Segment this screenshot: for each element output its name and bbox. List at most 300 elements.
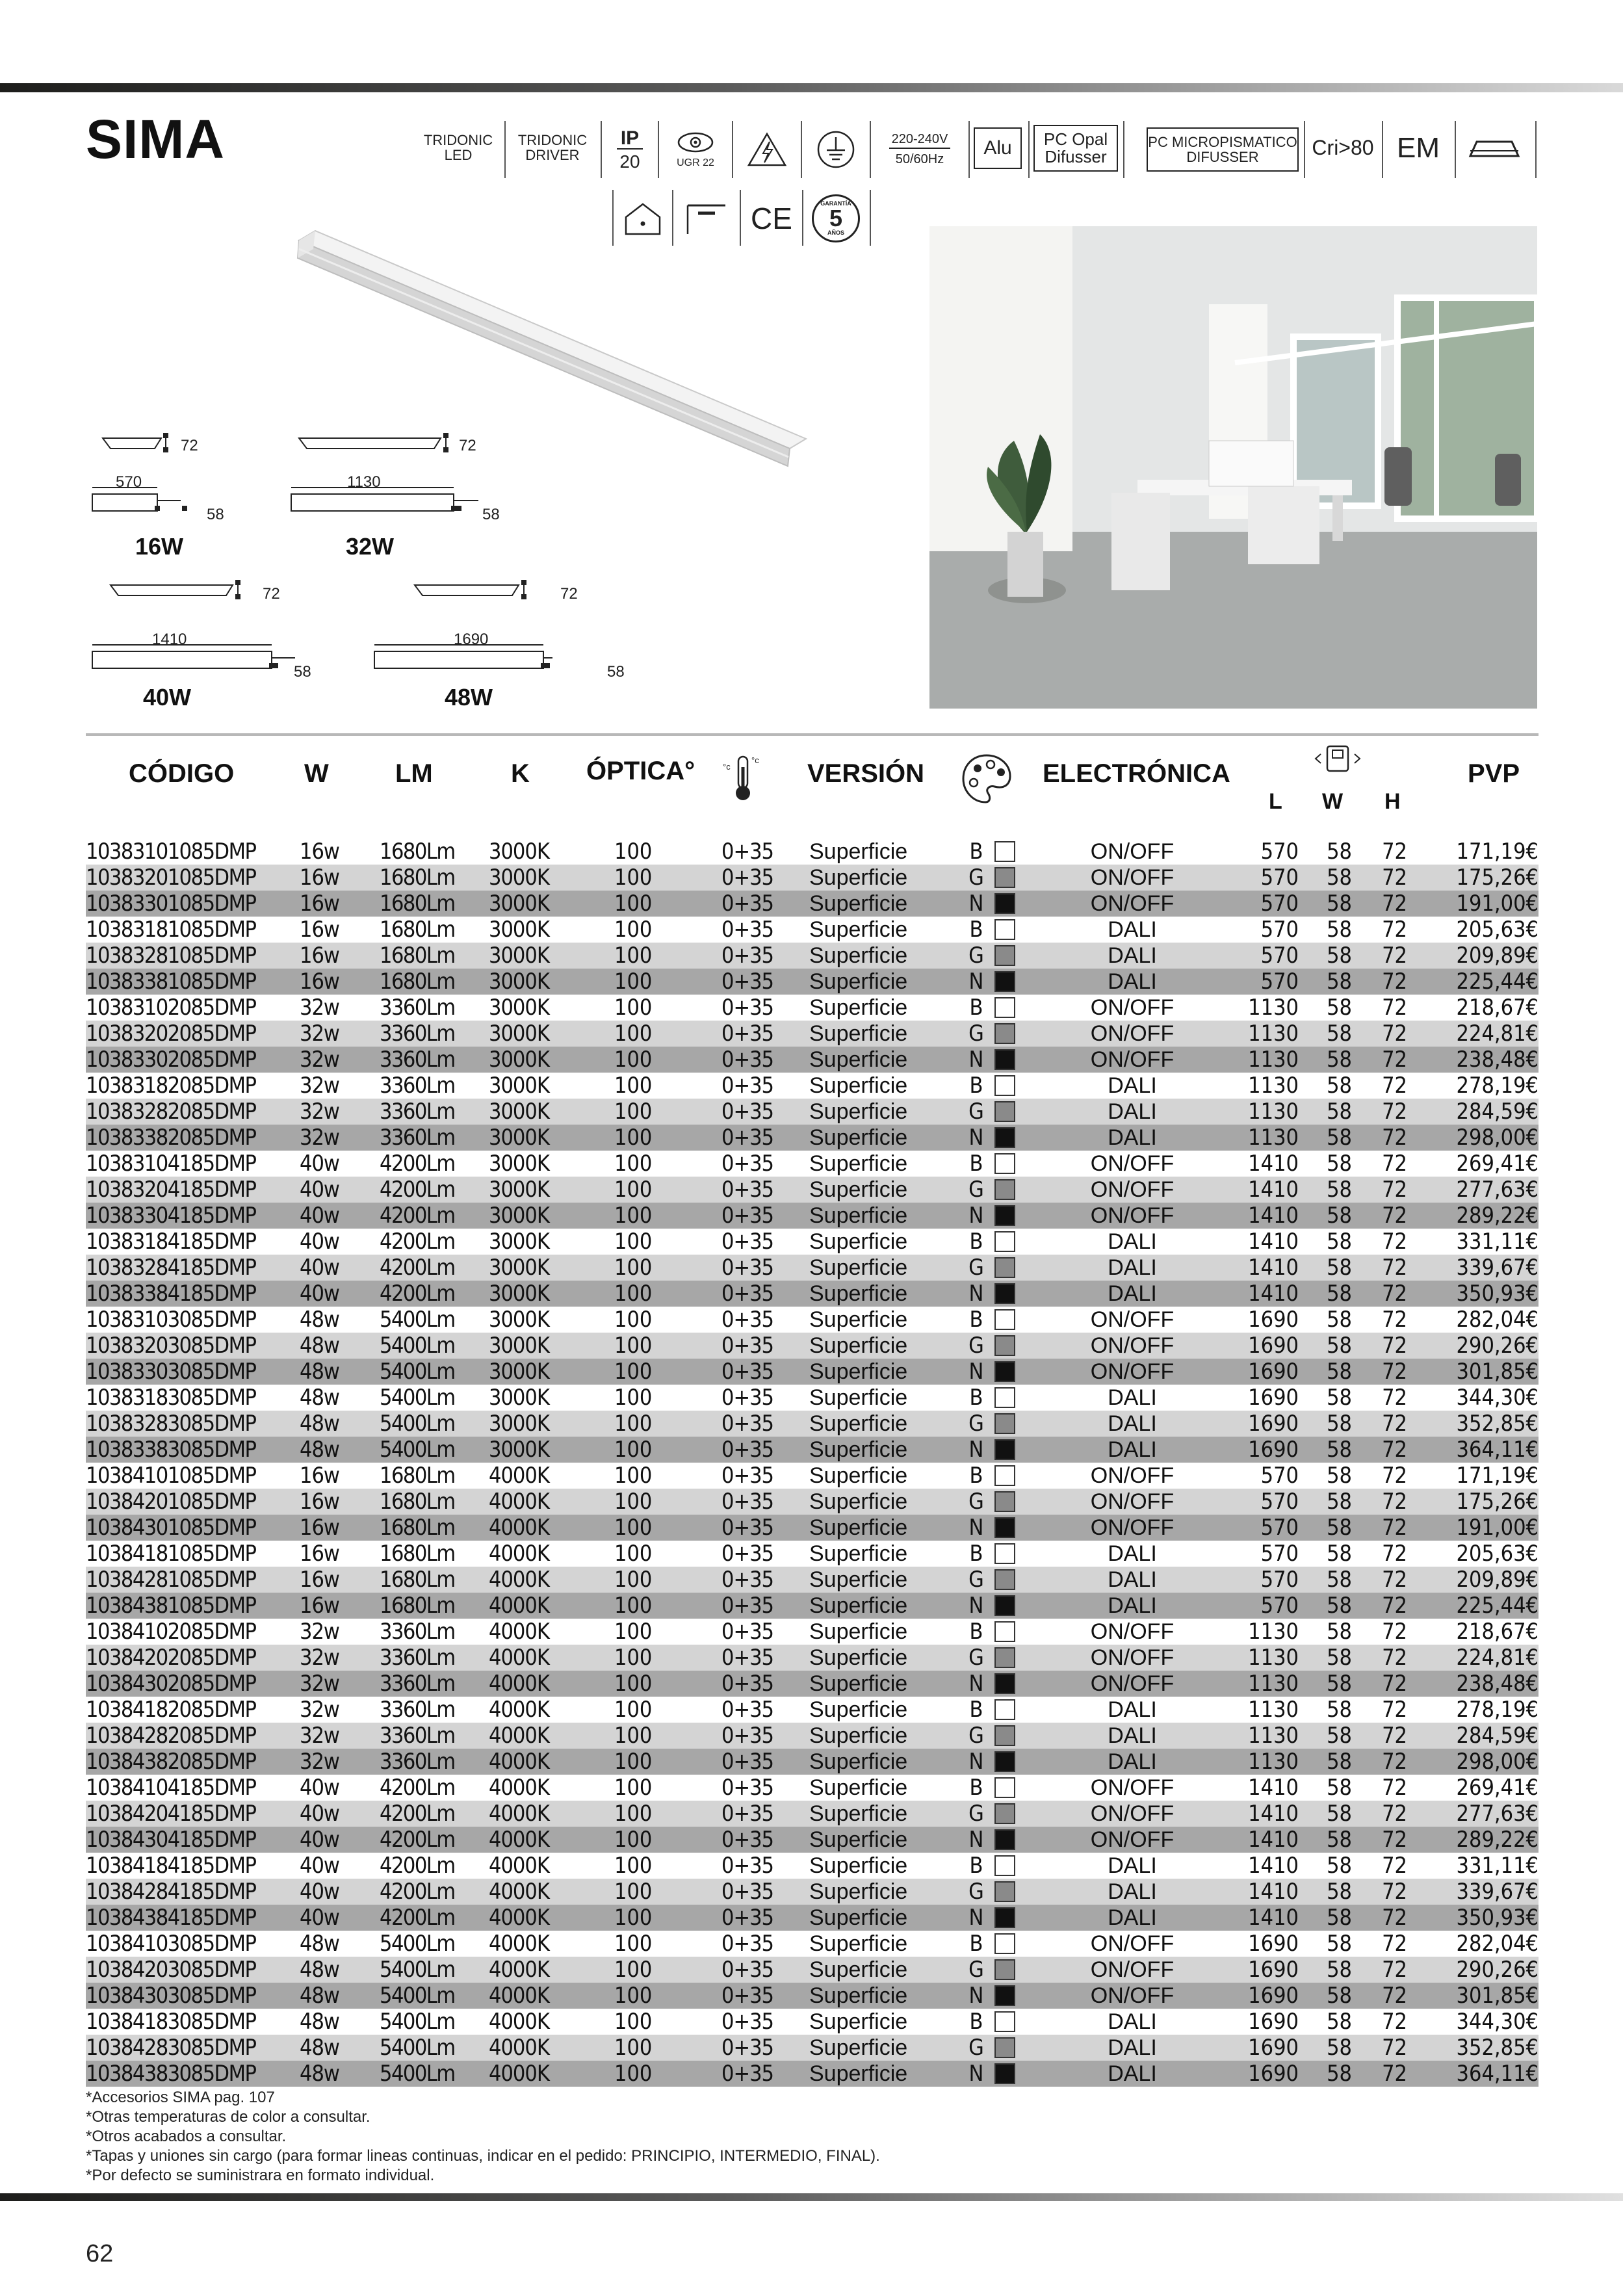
- row-temp-range: 0+35: [721, 1619, 774, 1645]
- row-color: N: [968, 1203, 984, 1229]
- row-lumens: 5400Lm: [380, 2035, 455, 2061]
- row-color: G: [968, 1567, 984, 1593]
- row-price: 277,63€: [1456, 1177, 1539, 1203]
- row-width: 58: [1327, 917, 1352, 943]
- row-length: 1130: [1248, 995, 1299, 1021]
- row-optic: 100: [614, 1047, 653, 1073]
- row-watt: 16w: [300, 1515, 339, 1541]
- row-length: 1130: [1248, 1697, 1299, 1723]
- col-header-height: H: [1384, 789, 1401, 814]
- table-row: [86, 1749, 1539, 1775]
- row-length: 1130: [1248, 1671, 1299, 1697]
- row-optic: 100: [614, 1021, 653, 1047]
- row-electronics: DALI: [1108, 1281, 1157, 1306]
- row-optic: 100: [614, 969, 653, 995]
- row-kelvin: 3000K: [489, 1177, 549, 1203]
- row-optic: 100: [614, 1359, 653, 1385]
- color-swatch: [994, 1673, 1015, 1694]
- row-height: 72: [1382, 995, 1407, 1021]
- row-lumens: 1680Lm: [380, 917, 455, 943]
- row-lumens: 1680Lm: [380, 1463, 455, 1489]
- row-color: B: [969, 1385, 983, 1411]
- row-lumens: 3360Lm: [380, 1645, 455, 1671]
- row-kelvin: 3000K: [489, 1151, 549, 1177]
- row-temp-range: 0+35: [721, 1905, 774, 1931]
- row-watt: 16w: [300, 969, 339, 995]
- row-kelvin: 3000K: [489, 1385, 549, 1411]
- table-row: [86, 2061, 1539, 2087]
- row-price: 298,00€: [1456, 1749, 1539, 1775]
- row-watt: 48w: [300, 2061, 339, 2087]
- row-optic: 100: [614, 1489, 653, 1515]
- row-watt: 32w: [300, 1645, 339, 1671]
- row-optic: 100: [614, 1671, 653, 1697]
- row-width: 58: [1327, 1099, 1352, 1125]
- row-price: 344,30€: [1456, 1385, 1539, 1411]
- row-price: 364,11€: [1456, 1437, 1539, 1463]
- row-temp-range: 0+35: [721, 1437, 774, 1463]
- row-code: 10384182085DMP: [86, 1697, 256, 1723]
- row-price: 225,44€: [1456, 1593, 1539, 1619]
- row-price: 282,04€: [1456, 1931, 1539, 1957]
- watt-label-32w: 32W: [346, 533, 395, 560]
- row-code: 10383383085DMP: [86, 1437, 256, 1463]
- row-watt: 48w: [300, 1437, 339, 1463]
- row-length: 570: [1260, 1593, 1299, 1619]
- row-electronics: DALI: [1108, 1905, 1157, 1930]
- row-height: 72: [1382, 1489, 1407, 1515]
- row-kelvin: 4000K: [489, 1645, 549, 1671]
- row-version: Superficie: [809, 1541, 908, 1566]
- table-top-rule: [86, 733, 1539, 736]
- table-row: [86, 1983, 1539, 2009]
- row-price: 238,48€: [1456, 1047, 1539, 1073]
- row-optic: 100: [614, 1177, 653, 1203]
- eye-icon: [676, 131, 715, 154]
- row-optic: 100: [614, 1203, 653, 1229]
- material-alu-label: Alu: [974, 127, 1022, 169]
- table-row: [86, 1619, 1539, 1645]
- row-temp-range: 0+35: [721, 1489, 774, 1515]
- row-width: 58: [1327, 2035, 1352, 2061]
- earth-ground-icon: [803, 121, 868, 178]
- row-electronics: ON/OFF: [1090, 1983, 1175, 2008]
- row-price: 205,63€: [1456, 1541, 1539, 1567]
- row-electronics: DALI: [1108, 1125, 1157, 1150]
- row-version: Superficie: [809, 1099, 908, 1124]
- row-price: 209,89€: [1456, 943, 1539, 969]
- row-price: 269,41€: [1456, 1151, 1539, 1177]
- row-code: 10383181085DMP: [86, 917, 256, 943]
- row-electronics: DALI: [1108, 1229, 1157, 1254]
- row-length: 1690: [1248, 1983, 1299, 2009]
- row-color: B: [969, 1151, 983, 1177]
- row-code: 10383201085DMP: [86, 865, 256, 891]
- row-height: 72: [1382, 1359, 1407, 1385]
- row-width: 58: [1327, 1619, 1352, 1645]
- row-color: B: [969, 1619, 983, 1645]
- row-version: Superficie: [809, 1255, 908, 1280]
- row-lumens: 1680Lm: [380, 1515, 455, 1541]
- color-swatch: [994, 1543, 1015, 1564]
- color-swatch: [994, 1231, 1015, 1252]
- row-temp-range: 0+35: [721, 1593, 774, 1619]
- row-price: 278,19€: [1456, 1697, 1539, 1723]
- dimensions-box-icon: [1313, 742, 1362, 775]
- row-watt: 32w: [300, 1125, 339, 1151]
- dim-depth-40w: 58: [294, 663, 311, 681]
- row-width: 58: [1327, 1489, 1352, 1515]
- row-watt: 16w: [300, 1463, 339, 1489]
- row-height: 72: [1382, 1905, 1407, 1931]
- row-color: N: [968, 969, 984, 995]
- row-version: Superficie: [809, 1437, 908, 1462]
- row-height: 72: [1382, 1281, 1407, 1307]
- divider: [870, 121, 871, 178]
- row-kelvin: 3000K: [489, 969, 549, 995]
- row-code: 10384384185DMP: [86, 1905, 256, 1931]
- row-price: 225,44€: [1456, 969, 1539, 995]
- row-temp-range: 0+35: [721, 1775, 774, 1801]
- row-height: 72: [1382, 839, 1407, 865]
- color-swatch: [994, 1933, 1015, 1954]
- row-price: 238,48€: [1456, 1671, 1539, 1697]
- row-height: 72: [1382, 865, 1407, 891]
- dim-length-48w: 1690: [454, 631, 489, 648]
- row-length: 570: [1260, 839, 1299, 865]
- row-lumens: 5400Lm: [380, 1333, 455, 1359]
- svg-text:°c: °c: [751, 755, 759, 765]
- row-lumens: 5400Lm: [380, 1957, 455, 1983]
- row-electronics: DALI: [1108, 1255, 1157, 1280]
- row-electronics: ON/OFF: [1090, 1775, 1175, 1800]
- col-header-w: W: [304, 759, 329, 788]
- row-width: 58: [1327, 1359, 1352, 1385]
- row-electronics: DALI: [1108, 1879, 1157, 1904]
- row-watt: 32w: [300, 1723, 339, 1749]
- row-length: 570: [1260, 891, 1299, 917]
- row-watt: 40w: [300, 1775, 339, 1801]
- row-height: 72: [1382, 1385, 1407, 1411]
- table-row: [86, 1567, 1539, 1593]
- row-temp-range: 0+35: [721, 1853, 774, 1879]
- row-color: B: [969, 1775, 983, 1801]
- row-lumens: 4200Lm: [380, 1203, 455, 1229]
- divider: [870, 190, 871, 246]
- divider: [732, 121, 733, 178]
- row-color: B: [969, 917, 983, 943]
- row-watt: 40w: [300, 1905, 339, 1931]
- row-version: Superficie: [809, 2061, 908, 2086]
- row-color: B: [969, 1229, 983, 1255]
- table-row: [86, 1931, 1539, 1957]
- row-code: 10384203085DMP: [86, 1957, 256, 1983]
- row-lumens: 4200Lm: [380, 1281, 455, 1307]
- row-color: B: [969, 1931, 983, 1957]
- row-price: 277,63€: [1456, 1801, 1539, 1827]
- row-width: 58: [1327, 1151, 1352, 1177]
- color-swatch: [994, 1049, 1015, 1070]
- row-length: 570: [1260, 1567, 1299, 1593]
- color-swatch: [994, 1647, 1015, 1668]
- row-code: 10384284185DMP: [86, 1879, 256, 1905]
- row-temp-range: 0+35: [721, 1879, 774, 1905]
- row-electronics: DALI: [1108, 2061, 1157, 2086]
- row-temp-range: 0+35: [721, 1723, 774, 1749]
- row-version: Superficie: [809, 1151, 908, 1176]
- row-color: N: [968, 1827, 984, 1853]
- table-row: [86, 1671, 1539, 1697]
- row-width: 58: [1327, 1437, 1352, 1463]
- table-row: [86, 1359, 1539, 1385]
- row-temp-range: 0+35: [721, 1697, 774, 1723]
- row-watt: 48w: [300, 1931, 339, 1957]
- dim-height-16w: 72: [181, 437, 198, 454]
- color-swatch: [994, 1465, 1015, 1486]
- row-temp-range: 0+35: [721, 1827, 774, 1853]
- row-lumens: 1680Lm: [380, 839, 455, 865]
- color-palette-icon: [959, 751, 1014, 806]
- row-electronics: ON/OFF: [1090, 1671, 1175, 1696]
- row-price: 339,67€: [1456, 1255, 1539, 1281]
- row-watt: 32w: [300, 1073, 339, 1099]
- row-code: 10383104185DMP: [86, 1151, 256, 1177]
- row-lumens: 3360Lm: [380, 995, 455, 1021]
- row-lumens: 1680Lm: [380, 969, 455, 995]
- row-code: 10383284185DMP: [86, 1255, 256, 1281]
- color-swatch: [994, 1413, 1015, 1434]
- color-swatch: [994, 841, 1015, 862]
- row-kelvin: 3000K: [489, 865, 549, 891]
- surface-mount-icon: [1459, 127, 1530, 169]
- row-code: 10384201085DMP: [86, 1489, 256, 1515]
- color-swatch: [994, 1101, 1015, 1122]
- row-optic: 100: [614, 995, 653, 1021]
- ugr-rating: [660, 121, 731, 178]
- row-watt: 32w: [300, 995, 339, 1021]
- row-price: 331,11€: [1456, 1229, 1539, 1255]
- row-height: 72: [1382, 1229, 1407, 1255]
- row-lumens: 5400Lm: [380, 1385, 455, 1411]
- table-row: [86, 1203, 1539, 1229]
- row-price: 205,63€: [1456, 917, 1539, 943]
- color-swatch: [994, 1491, 1015, 1512]
- row-optic: 100: [614, 1749, 653, 1775]
- divider: [801, 121, 802, 178]
- col-header-pvp: PVP: [1468, 759, 1520, 788]
- row-width: 58: [1327, 1411, 1352, 1437]
- row-version: Superficie: [809, 1463, 908, 1488]
- row-temp-range: 0+35: [721, 1359, 774, 1385]
- table-row: [86, 1489, 1539, 1515]
- row-width: 58: [1327, 1957, 1352, 1983]
- row-electronics: DALI: [1108, 2009, 1157, 2034]
- row-lumens: 4200Lm: [380, 1775, 455, 1801]
- table-row: [86, 1775, 1539, 1801]
- row-length: 1690: [1248, 2035, 1299, 2061]
- row-height: 72: [1382, 1541, 1407, 1567]
- row-color: G: [968, 865, 984, 891]
- table-row: [86, 1151, 1539, 1177]
- row-color: G: [968, 1723, 984, 1749]
- row-optic: 100: [614, 1827, 653, 1853]
- row-height: 72: [1382, 1021, 1407, 1047]
- row-watt: 40w: [300, 1229, 339, 1255]
- row-temp-range: 0+35: [721, 1957, 774, 1983]
- row-temp-range: 0+35: [721, 1645, 774, 1671]
- row-length: 570: [1260, 1541, 1299, 1567]
- row-watt: 40w: [300, 1853, 339, 1879]
- row-width: 58: [1327, 1775, 1352, 1801]
- row-color: G: [968, 1411, 984, 1437]
- row-optic: 100: [614, 1957, 653, 1983]
- row-code: 10383184185DMP: [86, 1229, 256, 1255]
- row-length: 1690: [1248, 1411, 1299, 1437]
- row-optic: 100: [614, 2009, 653, 2035]
- row-height: 72: [1382, 1879, 1407, 1905]
- row-watt: 16w: [300, 1541, 339, 1567]
- row-electronics: DALI: [1108, 1385, 1157, 1410]
- row-height: 72: [1382, 1515, 1407, 1541]
- row-width: 58: [1327, 1567, 1352, 1593]
- row-price: 289,22€: [1456, 1203, 1539, 1229]
- row-watt: 32w: [300, 1671, 339, 1697]
- row-code: 10384281085DMP: [86, 1567, 256, 1593]
- row-kelvin: 3000K: [489, 1359, 549, 1385]
- divider: [1028, 121, 1030, 178]
- row-length: 1690: [1248, 1957, 1299, 1983]
- row-temp-range: 0+35: [721, 1931, 774, 1957]
- row-temp-range: 0+35: [721, 1749, 774, 1775]
- row-width: 58: [1327, 1177, 1352, 1203]
- row-price: 269,41€: [1456, 1775, 1539, 1801]
- row-height: 72: [1382, 1437, 1407, 1463]
- note-finishes: *Otros acabados a consultar.: [86, 2128, 287, 2145]
- row-width: 58: [1327, 1749, 1352, 1775]
- row-temp-range: 0+35: [721, 917, 774, 943]
- row-kelvin: 4000K: [489, 1593, 549, 1619]
- row-height: 72: [1382, 969, 1407, 995]
- table-row: [86, 1333, 1539, 1359]
- row-electronics: ON/OFF: [1090, 1931, 1175, 1956]
- row-price: 284,59€: [1456, 1099, 1539, 1125]
- row-version: Superficie: [809, 1333, 908, 1358]
- row-temp-range: 0+35: [721, 1073, 774, 1099]
- row-version: Superficie: [809, 1619, 908, 1644]
- row-temp-range: 0+35: [721, 1463, 774, 1489]
- warranty-bottom-text: AÑOS: [827, 229, 844, 236]
- row-width: 58: [1327, 1203, 1352, 1229]
- row-height: 72: [1382, 2009, 1407, 2035]
- color-swatch: [994, 1777, 1015, 1798]
- row-length: 1690: [1248, 2061, 1299, 2087]
- row-price: 290,26€: [1456, 1333, 1539, 1359]
- row-kelvin: 3000K: [489, 943, 549, 969]
- color-swatch: [994, 1959, 1015, 1980]
- row-optic: 100: [614, 1931, 653, 1957]
- row-color: G: [968, 1489, 984, 1515]
- row-version: Superficie: [809, 1515, 908, 1540]
- row-version: Superficie: [809, 1905, 908, 1930]
- row-code: 10383302085DMP: [86, 1047, 256, 1073]
- dim-height-48w: 72: [560, 585, 578, 603]
- row-temp-range: 0+35: [721, 1671, 774, 1697]
- row-kelvin: 4000K: [489, 1515, 549, 1541]
- dim-height-32w: 72: [459, 437, 476, 454]
- row-kelvin: 3000K: [489, 1073, 549, 1099]
- row-color: N: [968, 1359, 984, 1385]
- col-header-width: W: [1322, 789, 1344, 814]
- row-kelvin: 4000K: [489, 1827, 549, 1853]
- row-temp-range: 0+35: [721, 1099, 774, 1125]
- row-color: N: [968, 2061, 984, 2087]
- row-kelvin: 3000K: [489, 891, 549, 917]
- color-swatch: [994, 945, 1015, 966]
- row-length: 1130: [1248, 1047, 1299, 1073]
- row-lumens: 3360Lm: [380, 1073, 455, 1099]
- row-code: 10383283085DMP: [86, 1411, 256, 1437]
- row-height: 72: [1382, 2035, 1407, 2061]
- row-watt: 40w: [300, 1281, 339, 1307]
- row-version: Superficie: [809, 1567, 908, 1592]
- row-kelvin: 4000K: [489, 1697, 549, 1723]
- row-kelvin: 3000K: [489, 1255, 549, 1281]
- row-version: Superficie: [809, 1723, 908, 1748]
- row-temp-range: 0+35: [721, 1307, 774, 1333]
- row-length: 1130: [1248, 1619, 1299, 1645]
- row-watt: 48w: [300, 1957, 339, 1983]
- row-color: G: [968, 1879, 984, 1905]
- row-electronics: DALI: [1108, 969, 1157, 994]
- row-electronics: ON/OFF: [1090, 1151, 1175, 1176]
- row-code: 10383102085DMP: [86, 995, 256, 1021]
- row-color: G: [968, 1255, 984, 1281]
- row-code: 10384181085DMP: [86, 1541, 256, 1567]
- row-lumens: 5400Lm: [380, 1359, 455, 1385]
- row-length: 570: [1260, 969, 1299, 995]
- table-row: [86, 1307, 1539, 1333]
- row-kelvin: 4000K: [489, 2009, 549, 2035]
- row-electronics: ON/OFF: [1090, 1359, 1175, 1384]
- row-width: 58: [1327, 1255, 1352, 1281]
- row-kelvin: 4000K: [489, 1853, 549, 1879]
- row-code: 10384202085DMP: [86, 1645, 256, 1671]
- diffuser-microprismatic-label: PC MICROPISMATICO DIFUSSER: [1147, 127, 1299, 172]
- row-length: 1410: [1248, 1775, 1299, 1801]
- table-row: [86, 1541, 1539, 1567]
- row-kelvin: 3000K: [489, 917, 549, 943]
- table-row: [86, 969, 1539, 995]
- row-length: 1690: [1248, 1333, 1299, 1359]
- row-length: 1690: [1248, 1307, 1299, 1333]
- row-temp-range: 0+35: [721, 1567, 774, 1593]
- row-width: 58: [1327, 969, 1352, 995]
- row-length: 570: [1260, 1515, 1299, 1541]
- divider: [601, 121, 602, 178]
- row-width: 58: [1327, 2009, 1352, 2035]
- row-length: 1690: [1248, 1359, 1299, 1385]
- color-swatch: [994, 1127, 1015, 1148]
- row-version: Superficie: [809, 1879, 908, 1904]
- row-version: Superficie: [809, 1229, 908, 1254]
- row-kelvin: 4000K: [489, 1541, 549, 1567]
- color-swatch: [994, 919, 1015, 940]
- row-version: Superficie: [809, 1411, 908, 1436]
- row-kelvin: 4000K: [489, 1983, 549, 2009]
- table-row: [86, 1281, 1539, 1307]
- row-color: N: [968, 891, 984, 917]
- row-kelvin: 4000K: [489, 2061, 549, 2087]
